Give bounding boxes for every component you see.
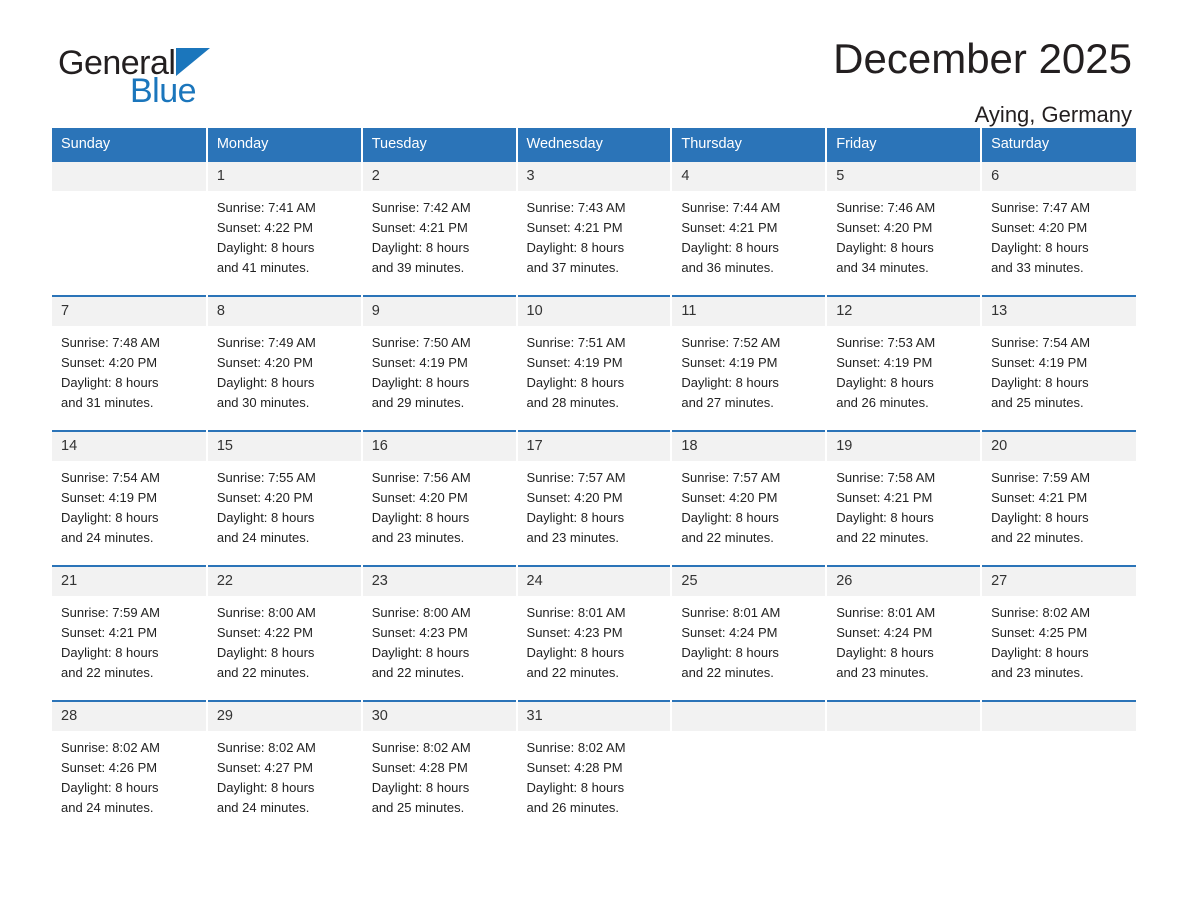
sunset-text: Sunset: 4:20 PM bbox=[836, 220, 933, 235]
day-number: 3 bbox=[518, 160, 671, 191]
weekday-header-monday: Monday bbox=[207, 128, 362, 160]
day-sun-info bbox=[518, 326, 671, 427]
daylight-text: Daylight: 8 hours bbox=[371, 375, 470, 390]
daylight-text: Daylight: 8 hours bbox=[526, 780, 625, 795]
daylight-text: Daylight: 8 hours bbox=[991, 240, 1089, 255]
daylight-text: Daylight: 8 hours bbox=[216, 645, 315, 660]
sunset-text: Sunset: 4:21 PM bbox=[836, 490, 933, 505]
sunrise-text: Sunrise: 7:57 AM bbox=[526, 470, 626, 485]
day-number: 25 bbox=[672, 565, 825, 596]
daylight-text: Daylight: 8 hours bbox=[836, 510, 934, 525]
daylight-text: Daylight: 8 hours bbox=[526, 510, 625, 525]
sunrise-text: Sunrise: 8:00 AM bbox=[371, 605, 471, 620]
daylight-text: Daylight: 8 hours bbox=[61, 510, 159, 525]
sunset-text: Sunset: 4:19 PM bbox=[836, 355, 933, 370]
sunrise-text: Sunrise: 7:49 AM bbox=[216, 335, 316, 350]
calendar-day-cell[interactable] bbox=[52, 295, 207, 430]
daylight-text-cont: and 22 minutes. bbox=[371, 665, 465, 680]
daylight-text: Daylight: 8 hours bbox=[371, 510, 470, 525]
day-sun-info bbox=[52, 326, 206, 427]
daylight-text-cont: and 22 minutes. bbox=[61, 665, 154, 680]
location-subtitle: Aying, Germany bbox=[974, 102, 1132, 127]
day-sun-info bbox=[827, 461, 980, 562]
sunrise-text: Sunrise: 8:02 AM bbox=[216, 740, 316, 755]
weekday-header-row bbox=[52, 128, 1136, 160]
day-number bbox=[827, 700, 980, 731]
sunset-text: Sunset: 4:19 PM bbox=[526, 355, 623, 370]
sunrise-text: Sunrise: 8:02 AM bbox=[991, 605, 1091, 620]
calendar-day-cell[interactable] bbox=[981, 430, 1136, 565]
sunset-text: Sunset: 4:20 PM bbox=[526, 490, 623, 505]
daylight-text: Daylight: 8 hours bbox=[61, 780, 159, 795]
sunset-text: Sunset: 4:22 PM bbox=[216, 220, 313, 235]
day-number: 24 bbox=[518, 565, 671, 596]
sunset-text: Sunset: 4:20 PM bbox=[216, 490, 313, 505]
daylight-text: Daylight: 8 hours bbox=[681, 240, 779, 255]
daylight-text: Daylight: 8 hours bbox=[836, 645, 934, 660]
sunset-text: Sunset: 4:21 PM bbox=[526, 220, 623, 235]
daylight-text-cont: and 30 minutes. bbox=[216, 395, 310, 410]
calendar-day-cell[interactable] bbox=[981, 160, 1136, 295]
calendar-week-row bbox=[52, 430, 1136, 565]
day-number: 7 bbox=[52, 295, 206, 326]
day-number: 15 bbox=[208, 430, 361, 461]
daylight-text: Daylight: 8 hours bbox=[371, 240, 470, 255]
calendar-day-cell[interactable] bbox=[671, 430, 826, 565]
day-sun-info bbox=[982, 191, 1136, 292]
sunrise-text: Sunrise: 7:59 AM bbox=[991, 470, 1091, 485]
day-sun-info bbox=[672, 191, 825, 292]
daylight-text-cont: and 41 minutes. bbox=[216, 260, 310, 275]
daylight-text-cont: and 31 minutes. bbox=[61, 395, 154, 410]
day-sun-info bbox=[208, 326, 361, 427]
daylight-text-cont: and 29 minutes. bbox=[371, 395, 465, 410]
calendar-day-cell[interactable] bbox=[517, 160, 672, 295]
daylight-text: Daylight: 8 hours bbox=[371, 780, 470, 795]
calendar-day-cell[interactable] bbox=[517, 430, 672, 565]
daylight-text: Daylight: 8 hours bbox=[681, 510, 779, 525]
daylight-text-cont: and 25 minutes. bbox=[371, 800, 465, 815]
calendar-day-cell[interactable] bbox=[981, 565, 1136, 700]
weekday-header-sunday: Sunday bbox=[52, 128, 207, 160]
sunrise-text: Sunrise: 7:58 AM bbox=[836, 470, 936, 485]
day-sun-info bbox=[52, 731, 206, 832]
daylight-text-cont: and 23 minutes. bbox=[836, 665, 929, 680]
calendar-day-cell[interactable] bbox=[52, 430, 207, 565]
daylight-text: Daylight: 8 hours bbox=[526, 240, 625, 255]
sunrise-text: Sunrise: 7:48 AM bbox=[61, 335, 160, 350]
calendar-day-cell[interactable] bbox=[52, 700, 207, 835]
sunset-text: Sunset: 4:28 PM bbox=[371, 760, 468, 775]
sunrise-text: Sunrise: 8:02 AM bbox=[526, 740, 626, 755]
calendar-day-cell[interactable] bbox=[362, 700, 517, 835]
daylight-text-cont: and 22 minutes. bbox=[681, 530, 774, 545]
calendar-day-cell[interactable] bbox=[207, 295, 362, 430]
sunrise-text: Sunrise: 8:02 AM bbox=[371, 740, 471, 755]
day-number: 23 bbox=[363, 565, 516, 596]
day-number: 2 bbox=[363, 160, 516, 191]
day-sun-info bbox=[672, 326, 825, 427]
day-sun-info bbox=[208, 191, 361, 292]
daylight-text-cont: and 22 minutes. bbox=[216, 665, 310, 680]
calendar-day-cell[interactable] bbox=[671, 160, 826, 295]
day-sun-info bbox=[52, 596, 206, 697]
calendar-day-cell[interactable] bbox=[207, 160, 362, 295]
daylight-text: Daylight: 8 hours bbox=[61, 375, 159, 390]
daylight-text: Daylight: 8 hours bbox=[991, 645, 1089, 660]
daylight-text-cont: and 24 minutes. bbox=[61, 530, 154, 545]
daylight-text-cont: and 22 minutes. bbox=[526, 665, 620, 680]
calendar-day-cell[interactable] bbox=[671, 565, 826, 700]
sunrise-text: Sunrise: 7:43 AM bbox=[526, 200, 626, 215]
calendar-day-cell[interactable] bbox=[671, 295, 826, 430]
day-sun-info bbox=[982, 461, 1136, 562]
day-number: 21 bbox=[52, 565, 206, 596]
weekday-header-saturday: Saturday bbox=[981, 128, 1136, 160]
day-number: 18 bbox=[672, 430, 825, 461]
day-sun-info bbox=[363, 731, 516, 832]
daylight-text: Daylight: 8 hours bbox=[526, 375, 625, 390]
daylight-text-cont: and 36 minutes. bbox=[681, 260, 774, 275]
sunrise-text: Sunrise: 7:41 AM bbox=[216, 200, 316, 215]
day-number: 8 bbox=[208, 295, 361, 326]
daylight-text-cont: and 37 minutes. bbox=[526, 260, 620, 275]
sunrise-text: Sunrise: 7:46 AM bbox=[836, 200, 936, 215]
daylight-text: Daylight: 8 hours bbox=[681, 375, 779, 390]
sunset-text: Sunset: 4:19 PM bbox=[371, 355, 468, 370]
page-header bbox=[52, 0, 1136, 127]
daylight-text-cont: and 28 minutes. bbox=[526, 395, 620, 410]
daylight-text: Daylight: 8 hours bbox=[991, 510, 1089, 525]
day-number: 29 bbox=[208, 700, 361, 731]
calendar-day-cell-empty bbox=[671, 700, 826, 835]
calendar-day-cell[interactable] bbox=[826, 430, 981, 565]
sunrise-text: Sunrise: 7:50 AM bbox=[371, 335, 471, 350]
sunset-text: Sunset: 4:24 PM bbox=[836, 625, 933, 640]
day-sun-info bbox=[982, 326, 1136, 427]
daylight-text-cont: and 33 minutes. bbox=[991, 260, 1084, 275]
sunrise-text: Sunrise: 8:01 AM bbox=[836, 605, 936, 620]
day-sun-info bbox=[827, 191, 980, 292]
logo-text-general: General bbox=[58, 44, 176, 82]
sunset-text: Sunset: 4:23 PM bbox=[526, 625, 623, 640]
calendar-day-cell[interactable] bbox=[207, 700, 362, 835]
title-block bbox=[833, 35, 1132, 128]
day-sun-info bbox=[52, 461, 206, 562]
sunrise-text: Sunrise: 7:42 AM bbox=[371, 200, 471, 215]
day-number: 16 bbox=[363, 430, 516, 461]
day-number: 20 bbox=[982, 430, 1136, 461]
day-number: 30 bbox=[363, 700, 516, 731]
day-sun-info bbox=[518, 731, 671, 832]
daylight-text-cont: and 26 minutes. bbox=[836, 395, 929, 410]
daylight-text: Daylight: 8 hours bbox=[371, 645, 470, 660]
sunset-text: Sunset: 4:25 PM bbox=[991, 625, 1088, 640]
day-number: 10 bbox=[518, 295, 671, 326]
daylight-text-cont: and 27 minutes. bbox=[681, 395, 774, 410]
daylight-text: Daylight: 8 hours bbox=[836, 375, 934, 390]
generalblue-logo bbox=[58, 46, 210, 108]
sunrise-text: Sunrise: 7:47 AM bbox=[991, 200, 1091, 215]
sunrise-text: Sunrise: 7:55 AM bbox=[216, 470, 316, 485]
calendar-week-row bbox=[52, 295, 1136, 430]
page-title: December 2025 bbox=[833, 35, 1132, 82]
daylight-text: Daylight: 8 hours bbox=[216, 240, 315, 255]
day-number: 17 bbox=[518, 430, 671, 461]
calendar-day-cell[interactable] bbox=[207, 565, 362, 700]
weekday-header-tuesday: Tuesday bbox=[362, 128, 517, 160]
sunset-text: Sunset: 4:23 PM bbox=[371, 625, 468, 640]
sunrise-text: Sunrise: 8:02 AM bbox=[61, 740, 160, 755]
daylight-text-cont: and 26 minutes. bbox=[526, 800, 620, 815]
sunrise-text: Sunrise: 7:56 AM bbox=[371, 470, 471, 485]
day-number: 19 bbox=[827, 430, 980, 461]
calendar-day-cell-empty bbox=[981, 700, 1136, 835]
day-number: 26 bbox=[827, 565, 980, 596]
sunset-text: Sunset: 4:20 PM bbox=[371, 490, 468, 505]
sunset-text: Sunset: 4:22 PM bbox=[216, 625, 313, 640]
sunset-text: Sunset: 4:21 PM bbox=[61, 625, 158, 640]
daylight-text-cont: and 22 minutes. bbox=[836, 530, 929, 545]
sunrise-text: Sunrise: 8:00 AM bbox=[216, 605, 316, 620]
day-sun-info bbox=[208, 731, 361, 832]
daylight-text: Daylight: 8 hours bbox=[216, 780, 315, 795]
sunrise-text: Sunrise: 7:59 AM bbox=[61, 605, 160, 620]
daylight-text-cont: and 23 minutes. bbox=[991, 665, 1084, 680]
daylight-text-cont: and 24 minutes. bbox=[61, 800, 154, 815]
day-sun-info bbox=[827, 326, 980, 427]
calendar-week-row bbox=[52, 160, 1136, 295]
sunset-text: Sunset: 4:28 PM bbox=[526, 760, 623, 775]
sunset-text: Sunset: 4:19 PM bbox=[991, 355, 1088, 370]
daylight-text-cont: and 22 minutes. bbox=[681, 665, 774, 680]
sunset-text: Sunset: 4:26 PM bbox=[61, 760, 158, 775]
day-sun-info bbox=[363, 461, 516, 562]
daylight-text: Daylight: 8 hours bbox=[991, 375, 1089, 390]
calendar-day-cell[interactable] bbox=[362, 565, 517, 700]
sunrise-text: Sunrise: 7:52 AM bbox=[681, 335, 781, 350]
day-number: 9 bbox=[363, 295, 516, 326]
day-number bbox=[672, 700, 825, 731]
sunset-text: Sunset: 4:19 PM bbox=[681, 355, 778, 370]
day-number: 5 bbox=[827, 160, 980, 191]
day-sun-info bbox=[208, 596, 361, 697]
sunrise-text: Sunrise: 7:44 AM bbox=[681, 200, 781, 215]
day-sun-info bbox=[518, 191, 671, 292]
calendar-day-cell[interactable] bbox=[981, 295, 1136, 430]
day-number bbox=[982, 700, 1136, 731]
calendar-week-row bbox=[52, 565, 1136, 700]
daylight-text-cont: and 23 minutes. bbox=[371, 530, 465, 545]
logo-text-blue: Blue bbox=[130, 72, 197, 110]
day-sun-info bbox=[363, 191, 516, 292]
day-number: 31 bbox=[518, 700, 671, 731]
daylight-text: Daylight: 8 hours bbox=[216, 375, 315, 390]
day-number: 14 bbox=[52, 430, 206, 461]
day-sun-info bbox=[208, 461, 361, 562]
daylight-text-cont: and 24 minutes. bbox=[216, 800, 310, 815]
weekday-header-friday: Friday bbox=[826, 128, 981, 160]
sunrise-text: Sunrise: 7:54 AM bbox=[61, 470, 160, 485]
calendar-day-cell[interactable] bbox=[517, 700, 672, 835]
sunrise-text: Sunrise: 7:53 AM bbox=[836, 335, 936, 350]
calendar-day-cell-empty bbox=[52, 160, 207, 295]
weekday-header-wednesday: Wednesday bbox=[517, 128, 672, 160]
calendar-day-cell[interactable] bbox=[517, 565, 672, 700]
day-number: 6 bbox=[982, 160, 1136, 191]
daylight-text: Daylight: 8 hours bbox=[61, 645, 159, 660]
sunset-text: Sunset: 4:27 PM bbox=[216, 760, 313, 775]
sunset-text: Sunset: 4:21 PM bbox=[991, 490, 1088, 505]
calendar-day-cell[interactable] bbox=[517, 295, 672, 430]
day-sun-info bbox=[827, 596, 980, 697]
day-number: 11 bbox=[672, 295, 825, 326]
calendar-table bbox=[52, 128, 1136, 835]
day-number: 27 bbox=[982, 565, 1136, 596]
day-number: 12 bbox=[827, 295, 980, 326]
day-number: 13 bbox=[982, 295, 1136, 326]
daylight-text-cont: and 39 minutes. bbox=[371, 260, 465, 275]
daylight-text-cont: and 24 minutes. bbox=[216, 530, 310, 545]
calendar-day-cell[interactable] bbox=[826, 565, 981, 700]
day-sun-info bbox=[672, 596, 825, 697]
day-number: 4 bbox=[672, 160, 825, 191]
daylight-text: Daylight: 8 hours bbox=[836, 240, 934, 255]
day-sun-info bbox=[672, 461, 825, 562]
calendar-day-cell[interactable] bbox=[362, 430, 517, 565]
day-number bbox=[52, 160, 206, 191]
day-number: 1 bbox=[208, 160, 361, 191]
sunrise-text: Sunrise: 8:01 AM bbox=[681, 605, 781, 620]
day-number: 28 bbox=[52, 700, 206, 731]
calendar-day-cell-empty bbox=[826, 700, 981, 835]
sunrise-text: Sunrise: 8:01 AM bbox=[526, 605, 626, 620]
day-sun-info bbox=[363, 326, 516, 427]
daylight-text-cont: and 34 minutes. bbox=[836, 260, 929, 275]
daylight-text-cont: and 22 minutes. bbox=[991, 530, 1084, 545]
calendar-week-row bbox=[52, 700, 1136, 835]
sunrise-text: Sunrise: 7:54 AM bbox=[991, 335, 1091, 350]
daylight-text-cont: and 23 minutes. bbox=[526, 530, 620, 545]
calendar-day-cell[interactable] bbox=[362, 295, 517, 430]
sunset-text: Sunset: 4:20 PM bbox=[991, 220, 1088, 235]
day-number: 22 bbox=[208, 565, 361, 596]
sunrise-text: Sunrise: 7:57 AM bbox=[681, 470, 781, 485]
sunset-text: Sunset: 4:19 PM bbox=[61, 490, 158, 505]
calendar-day-cell[interactable] bbox=[826, 295, 981, 430]
day-sun-info bbox=[363, 596, 516, 697]
sunset-text: Sunset: 4:20 PM bbox=[681, 490, 778, 505]
sunset-text: Sunset: 4:20 PM bbox=[61, 355, 158, 370]
daylight-text: Daylight: 8 hours bbox=[681, 645, 779, 660]
calendar-day-cell[interactable] bbox=[362, 160, 517, 295]
sunset-text: Sunset: 4:24 PM bbox=[681, 625, 778, 640]
sunset-text: Sunset: 4:21 PM bbox=[681, 220, 778, 235]
daylight-text: Daylight: 8 hours bbox=[526, 645, 625, 660]
sunrise-text: Sunrise: 7:51 AM bbox=[526, 335, 626, 350]
sunset-text: Sunset: 4:21 PM bbox=[371, 220, 468, 235]
weekday-header-thursday: Thursday bbox=[671, 128, 826, 160]
day-sun-info bbox=[982, 596, 1136, 697]
calendar-day-cell[interactable] bbox=[207, 430, 362, 565]
calendar-day-cell[interactable] bbox=[826, 160, 981, 295]
daylight-text: Daylight: 8 hours bbox=[216, 510, 315, 525]
day-sun-info bbox=[518, 461, 671, 562]
sunset-text: Sunset: 4:20 PM bbox=[216, 355, 313, 370]
calendar-body bbox=[52, 160, 1136, 835]
calendar-day-cell[interactable] bbox=[52, 565, 207, 700]
daylight-text-cont: and 25 minutes. bbox=[991, 395, 1084, 410]
day-sun-info bbox=[518, 596, 671, 697]
